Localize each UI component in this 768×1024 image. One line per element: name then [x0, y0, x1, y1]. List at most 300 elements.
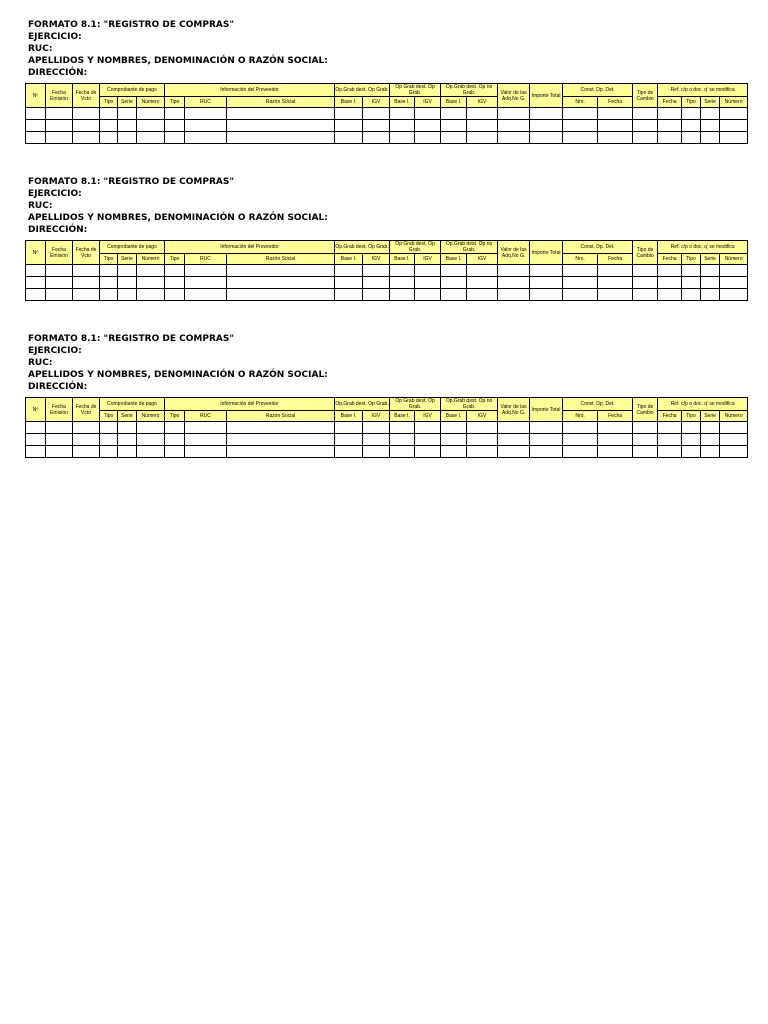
- table-cell: [563, 120, 598, 132]
- table-cell: [73, 434, 100, 446]
- sub-base-i: Base I.: [441, 411, 467, 422]
- table-cell: [363, 422, 390, 434]
- table-cell: [530, 120, 563, 132]
- table-cell: [137, 277, 165, 289]
- table-cell: [363, 446, 390, 458]
- table-cell: [467, 132, 498, 144]
- table-cell: [415, 422, 441, 434]
- table-cell: [165, 289, 185, 301]
- table-cell: [185, 422, 227, 434]
- table-cell: [100, 108, 118, 120]
- col-fecha-vcto: Fecha de Vcto: [73, 84, 100, 108]
- sub-nro: Nro.: [563, 97, 598, 108]
- col-importe-total: Importe Total: [530, 398, 563, 422]
- sub-igv: IGV: [415, 254, 441, 265]
- apellidos-label: APELLIDOS Y NOMBRES, DENOMINACIÓN O RAZÓN SOCIAL:: [28, 56, 328, 66]
- table-cell: [335, 108, 363, 120]
- table-cell: [165, 434, 185, 446]
- table-cell: [390, 277, 415, 289]
- direccion-label: DIRECCIÓN:: [28, 225, 88, 235]
- table-cell: [165, 132, 185, 144]
- table-cell: [165, 277, 185, 289]
- table-cell: [720, 108, 748, 120]
- registro-compras-section-2: [25, 176, 747, 301]
- sub-nro: Nro.: [563, 254, 598, 265]
- sub-base-i: Base I.: [441, 97, 467, 108]
- table-cell: [682, 120, 701, 132]
- table-cell: [720, 132, 748, 144]
- table-cell: [118, 422, 137, 434]
- table-cell: [598, 422, 633, 434]
- table-cell: [682, 265, 701, 277]
- table-cell: [658, 289, 682, 301]
- table-cell: [137, 446, 165, 458]
- table-cell: [563, 277, 598, 289]
- table-cell: [100, 446, 118, 458]
- table-cell: [701, 434, 720, 446]
- table-body: [26, 422, 748, 458]
- table-cell: [26, 108, 46, 120]
- table-cell: [467, 265, 498, 277]
- table-row: [26, 265, 748, 277]
- table-cell: [441, 265, 467, 277]
- sub-nro: Nro.: [563, 411, 598, 422]
- table-cell: [498, 132, 530, 144]
- sub-serie: Serie: [701, 254, 720, 265]
- col-op-grab: Op.Grab dest. Op Grab.: [335, 241, 390, 254]
- table-row: [26, 277, 748, 289]
- registro-compras-section-3: [25, 333, 747, 458]
- sub-base-i: Base I.: [390, 411, 415, 422]
- col-valor-adq: Valor de las Adq.No G.: [498, 84, 530, 108]
- table-cell: [363, 434, 390, 446]
- table-cell: [335, 434, 363, 446]
- table-cell: [227, 132, 335, 144]
- table-cell: [46, 132, 73, 144]
- col-ref: Ref. c/p o doc. q' se modifica: [658, 84, 748, 97]
- table-cell: [701, 120, 720, 132]
- col-ref: Ref. c/p o doc. q' se modifica: [658, 398, 748, 411]
- table-cell: [658, 277, 682, 289]
- table-cell: [598, 120, 633, 132]
- format-title: FORMATO 8.1: "REGISTRO DE COMPRAS": [28, 334, 235, 344]
- table-cell: [682, 446, 701, 458]
- table-cell: [498, 289, 530, 301]
- col-tipo-cambio: Tipo de Cambio: [633, 398, 658, 422]
- table-cell: [633, 434, 658, 446]
- col-comprobante: Comprobante de pago: [100, 241, 165, 254]
- sub-igv: IGV: [415, 411, 441, 422]
- sub-tipo: Tipo: [682, 97, 701, 108]
- col-op-no-grab: Op.Grab dest. Op no Grab.: [441, 398, 498, 411]
- format-title: FORMATO 8.1: "REGISTRO DE COMPRAS": [28, 177, 235, 187]
- table-cell: [73, 277, 100, 289]
- table-cell: [118, 446, 137, 458]
- apellidos-label: APELLIDOS Y NOMBRES, DENOMINACIÓN O RAZÓN SOCIAL:: [28, 213, 328, 223]
- table-cell: [165, 265, 185, 277]
- table-cell: [441, 289, 467, 301]
- sub-fecha: Fecha: [658, 254, 682, 265]
- table-cell: [26, 289, 46, 301]
- table-cell: [530, 446, 563, 458]
- table-cell: [563, 434, 598, 446]
- table-cell: [227, 434, 335, 446]
- table-cell: [227, 422, 335, 434]
- table-cell: [390, 289, 415, 301]
- table-cell: [100, 422, 118, 434]
- table-cell: [720, 434, 748, 446]
- sub-base-i: Base I.: [335, 411, 363, 422]
- table-cell: [701, 422, 720, 434]
- table-cell: [467, 120, 498, 132]
- table-cell: [658, 434, 682, 446]
- table-cell: [701, 108, 720, 120]
- table-cell: [441, 132, 467, 144]
- table-cell: [498, 277, 530, 289]
- table-cell: [185, 434, 227, 446]
- sub-igv: IGV: [363, 411, 390, 422]
- table-cell: [185, 277, 227, 289]
- table-cell: [658, 108, 682, 120]
- col-op-grab-2: Op Grab dest. Op Grab.: [390, 241, 441, 254]
- table-row: [26, 132, 748, 144]
- col-proveedor: Información del Proveedor: [165, 398, 335, 411]
- table-cell: [335, 446, 363, 458]
- sub-igv: IGV: [363, 254, 390, 265]
- table-cell: [227, 446, 335, 458]
- table-cell: [100, 434, 118, 446]
- registro-compras-table: [25, 397, 748, 458]
- table-cell: [185, 289, 227, 301]
- sub-base-i: Base I.: [390, 97, 415, 108]
- table-cell: [185, 108, 227, 120]
- table-cell: [682, 289, 701, 301]
- table-cell: [390, 120, 415, 132]
- table-cell: [563, 289, 598, 301]
- table-cell: [335, 277, 363, 289]
- table-cell: [165, 446, 185, 458]
- table-cell: [415, 108, 441, 120]
- table-cell: [720, 120, 748, 132]
- table-cell: [563, 132, 598, 144]
- table-cell: [363, 120, 390, 132]
- col-num: Nº: [26, 398, 46, 422]
- table-cell: [701, 132, 720, 144]
- table-cell: [100, 289, 118, 301]
- sub-tipo: Tipo: [682, 254, 701, 265]
- col-op-grab-2: Op Grab dest. Op Grab.: [390, 398, 441, 411]
- col-valor-adq: Valor de las Adq.No G.: [498, 241, 530, 265]
- table-cell: [26, 422, 46, 434]
- table-cell: [137, 108, 165, 120]
- sub-ruc: RUC: [185, 97, 227, 108]
- table-cell: [598, 132, 633, 144]
- col-importe-total: Importe Total: [530, 241, 563, 265]
- ejercicio-label: EJERCICIO:: [28, 32, 82, 42]
- col-proveedor: Información del Proveedor: [165, 241, 335, 254]
- table-cell: [563, 265, 598, 277]
- col-valor-adq: Valor de las Adq.No G.: [498, 398, 530, 422]
- col-proveedor: Información del Proveedor: [165, 84, 335, 97]
- table-cell: [720, 422, 748, 434]
- table-cell: [165, 108, 185, 120]
- table-cell: [467, 289, 498, 301]
- table-cell: [137, 120, 165, 132]
- table-cell: [26, 265, 46, 277]
- sub-ruc: RUC: [185, 411, 227, 422]
- table-cell: [633, 446, 658, 458]
- table-cell: [530, 265, 563, 277]
- table-cell: [441, 108, 467, 120]
- sub-razon-social: Razón Social: [227, 411, 335, 422]
- table-cell: [335, 422, 363, 434]
- table-cell: [598, 289, 633, 301]
- table-cell: [46, 434, 73, 446]
- table-cell: [633, 120, 658, 132]
- table-cell: [530, 132, 563, 144]
- registro-compras-table: [25, 83, 748, 144]
- table-row: [26, 120, 748, 132]
- col-const-dp: Const. Dp. Det.: [563, 241, 633, 254]
- sub-fecha: Fecha: [658, 97, 682, 108]
- table-cell: [335, 289, 363, 301]
- sub-fecha: Fecha: [598, 254, 633, 265]
- table-cell: [227, 108, 335, 120]
- table-cell: [633, 108, 658, 120]
- table-cell: [100, 265, 118, 277]
- table-cell: [467, 277, 498, 289]
- sub-razon-social: Razón Social: [227, 254, 335, 265]
- col-const-dp: Const. Dp. Det.: [563, 84, 633, 97]
- format-title: FORMATO 8.1: "REGISTRO DE COMPRAS": [28, 20, 235, 30]
- table-cell: [363, 108, 390, 120]
- table-cell: [73, 289, 100, 301]
- table-cell: [363, 132, 390, 144]
- direccion-label: DIRECCIÓN:: [28, 68, 88, 78]
- col-ref: Ref. c/p o doc. q' se modifica: [658, 241, 748, 254]
- table-cell: [441, 120, 467, 132]
- table-cell: [100, 277, 118, 289]
- table-cell: [118, 120, 137, 132]
- table-cell: [26, 446, 46, 458]
- ruc-label: RUC:: [28, 358, 53, 368]
- col-op-grab: Op.Grab dest. Op Grab.: [335, 398, 390, 411]
- table-cell: [390, 446, 415, 458]
- sub-razon-social: Razón Social: [227, 97, 335, 108]
- table-cell: [26, 132, 46, 144]
- table-cell: [46, 277, 73, 289]
- table-cell: [137, 265, 165, 277]
- col-num: Nº: [26, 84, 46, 108]
- sub-serie: Serie: [701, 411, 720, 422]
- table-cell: [530, 289, 563, 301]
- table-cell: [530, 422, 563, 434]
- table-cell: [73, 422, 100, 434]
- table-body: [26, 108, 748, 144]
- table-cell: [415, 277, 441, 289]
- col-fecha-emision: Fecha Emisión: [46, 398, 73, 422]
- table-cell: [682, 108, 701, 120]
- sub-numero: Número: [720, 97, 748, 108]
- ruc-label: RUC:: [28, 201, 53, 211]
- col-fecha-vcto: Fecha de Vcto: [73, 241, 100, 265]
- table-cell: [415, 265, 441, 277]
- table-cell: [598, 265, 633, 277]
- table-cell: [185, 120, 227, 132]
- col-const-dp: Const. Dp. Det.: [563, 398, 633, 411]
- sub-numero: Número: [720, 254, 748, 265]
- sub-tipo: Tipo: [100, 411, 118, 422]
- table-cell: [100, 120, 118, 132]
- table-cell: [185, 132, 227, 144]
- col-op-grab-2: Op Grab dest. Op Grab.: [390, 84, 441, 97]
- table-cell: [118, 434, 137, 446]
- table-cell: [467, 108, 498, 120]
- apellidos-label: APELLIDOS Y NOMBRES, DENOMINACIÓN O RAZÓN SOCIAL:: [28, 370, 328, 380]
- sub-base-i: Base I.: [441, 254, 467, 265]
- table-cell: [390, 132, 415, 144]
- table-cell: [498, 108, 530, 120]
- sub-igv: IGV: [467, 97, 498, 108]
- sub-fecha: Fecha: [598, 411, 633, 422]
- sub-fecha: Fecha: [658, 411, 682, 422]
- table-cell: [415, 434, 441, 446]
- table-cell: [118, 265, 137, 277]
- table-cell: [701, 277, 720, 289]
- col-num: Nº: [26, 241, 46, 265]
- sub-fecha: Fecha: [598, 97, 633, 108]
- table-cell: [363, 289, 390, 301]
- table-cell: [701, 289, 720, 301]
- table-cell: [46, 422, 73, 434]
- table-cell: [118, 277, 137, 289]
- col-fecha-emision: Fecha Emisión: [46, 241, 73, 265]
- table-cell: [415, 132, 441, 144]
- table-cell: [335, 120, 363, 132]
- table-cell: [137, 289, 165, 301]
- table-cell: [658, 132, 682, 144]
- table-cell: [335, 132, 363, 144]
- table-cell: [363, 277, 390, 289]
- table-cell: [598, 446, 633, 458]
- col-fecha-emision: Fecha Emisión: [46, 84, 73, 108]
- table-cell: [441, 446, 467, 458]
- table-cell: [73, 108, 100, 120]
- col-comprobante: Comprobante de pago: [100, 84, 165, 97]
- sub-tipo: Tipo: [165, 254, 185, 265]
- table-cell: [701, 265, 720, 277]
- table-cell: [658, 265, 682, 277]
- col-importe-total: Importe Total: [530, 84, 563, 108]
- table-cell: [46, 108, 73, 120]
- table-cell: [598, 434, 633, 446]
- table-cell: [26, 277, 46, 289]
- table-cell: [498, 422, 530, 434]
- table-cell: [227, 289, 335, 301]
- table-cell: [390, 265, 415, 277]
- sub-serie: Serie: [118, 254, 137, 265]
- table-cell: [467, 434, 498, 446]
- table-cell: [415, 446, 441, 458]
- table-cell: [73, 265, 100, 277]
- table-cell: [26, 120, 46, 132]
- table-cell: [633, 132, 658, 144]
- table-cell: [498, 265, 530, 277]
- table-cell: [633, 265, 658, 277]
- table-cell: [390, 108, 415, 120]
- table-cell: [26, 434, 46, 446]
- table-cell: [118, 289, 137, 301]
- table-cell: [720, 289, 748, 301]
- table-cell: [185, 446, 227, 458]
- table-cell: [46, 265, 73, 277]
- table-cell: [118, 132, 137, 144]
- table-cell: [441, 434, 467, 446]
- sub-base-i: Base I.: [335, 97, 363, 108]
- table-cell: [701, 446, 720, 458]
- table-cell: [563, 446, 598, 458]
- col-op-no-grab: Op.Grab dest. Op no Grab.: [441, 84, 498, 97]
- table-cell: [415, 120, 441, 132]
- table-cell: [100, 132, 118, 144]
- sub-tipo: Tipo: [682, 411, 701, 422]
- direccion-label: DIRECCIÓN:: [28, 382, 88, 392]
- table-cell: [415, 289, 441, 301]
- sub-numero: Número: [720, 411, 748, 422]
- table-cell: [227, 277, 335, 289]
- table-cell: [390, 422, 415, 434]
- sub-numero: Número: [137, 254, 165, 265]
- table-cell: [363, 265, 390, 277]
- col-tipo-cambio: Tipo de Cambio: [633, 241, 658, 265]
- table-cell: [633, 422, 658, 434]
- table-cell: [227, 265, 335, 277]
- table-cell: [185, 265, 227, 277]
- table-cell: [165, 120, 185, 132]
- sub-tipo: Tipo: [100, 254, 118, 265]
- sub-serie: Serie: [118, 97, 137, 108]
- table-cell: [682, 132, 701, 144]
- sub-igv: IGV: [467, 254, 498, 265]
- table-cell: [563, 108, 598, 120]
- ejercicio-label: EJERCICIO:: [28, 346, 82, 356]
- table-cell: [467, 422, 498, 434]
- sub-serie: Serie: [701, 97, 720, 108]
- ejercicio-label: EJERCICIO:: [28, 189, 82, 199]
- table-cell: [335, 265, 363, 277]
- table-cell: [598, 277, 633, 289]
- table-cell: [658, 446, 682, 458]
- table-cell: [118, 108, 137, 120]
- table-row: [26, 289, 748, 301]
- table-cell: [720, 277, 748, 289]
- table-cell: [633, 277, 658, 289]
- col-comprobante: Comprobante de pago: [100, 398, 165, 411]
- sub-igv: IGV: [467, 411, 498, 422]
- table-cell: [498, 446, 530, 458]
- table-row: [26, 446, 748, 458]
- table-cell: [227, 120, 335, 132]
- table-cell: [46, 120, 73, 132]
- table-cell: [530, 434, 563, 446]
- table-row: [26, 108, 748, 120]
- col-op-grab: Op.Grab dest. Op Grab.: [335, 84, 390, 97]
- sub-numero: Número: [137, 97, 165, 108]
- sub-ruc: RUC: [185, 254, 227, 265]
- table-cell: [73, 120, 100, 132]
- registro-compras-section-1: [25, 19, 747, 144]
- col-fecha-vcto: Fecha de Vcto: [73, 398, 100, 422]
